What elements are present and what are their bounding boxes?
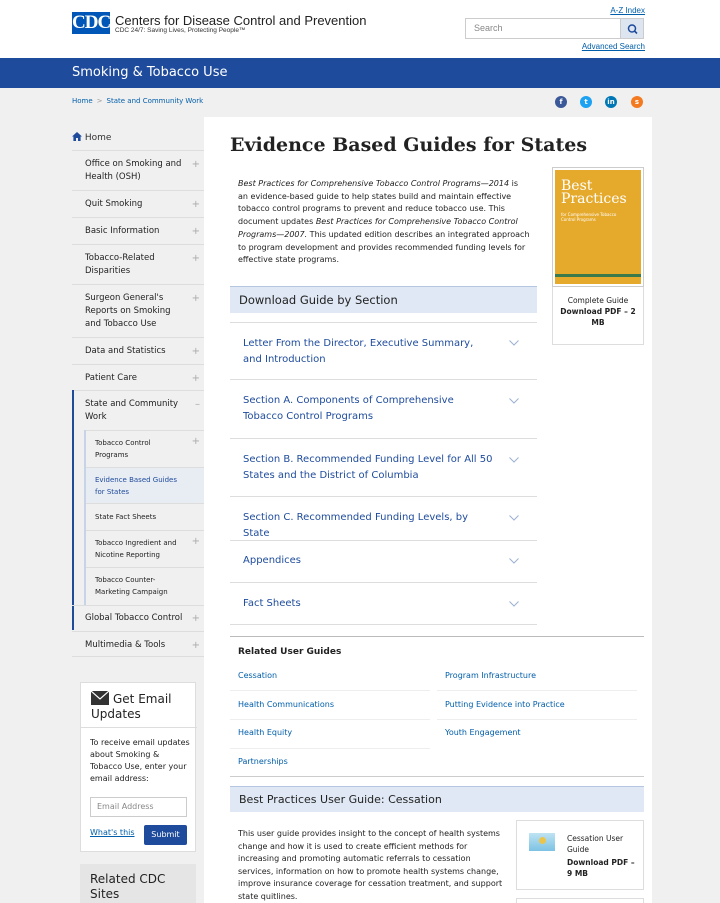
sidebar-item-osh[interactable] (72, 150, 204, 190)
sidebar-item-label: State and Community Work (85, 399, 179, 422)
sidebar-item-patient-care[interactable] (72, 364, 204, 390)
intro-paragraph (238, 178, 530, 267)
link-health-equity[interactable]: Health Equity (238, 728, 293, 737)
breadcrumb-home[interactable]: Home (72, 97, 93, 105)
link-partnerships[interactable]: Partnerships (238, 757, 288, 766)
divider (437, 690, 637, 691)
accordion-label: Section A. Components of Comprehensive Tobacco Control Programs (243, 395, 454, 422)
expand-icon[interactable]: + (191, 436, 200, 447)
sidebar-subitem-evidence-guides[interactable] (84, 467, 204, 503)
cover-title: Best Practices (561, 178, 627, 207)
sidebar-subitem-label: Tobacco Control Programs (95, 439, 151, 459)
expand-icon[interactable]: + (191, 253, 200, 264)
download-pdf-link[interactable]: Download PDF – 9 MB (567, 858, 635, 878)
cover-strip (555, 274, 641, 277)
site-title[interactable]: Smoking & Tobacco Use (72, 65, 228, 80)
chevron-down-icon (509, 340, 519, 346)
whats-this-link[interactable]: What's this (90, 828, 135, 837)
cessation-guide-card[interactable] (516, 820, 644, 890)
sidebar-item-surgeon-general[interactable] (72, 284, 204, 337)
az-index-link[interactable]: A-Z Index (610, 6, 645, 15)
accordion-fact-sheets[interactable] (230, 582, 537, 625)
collapse-icon[interactable]: – (195, 399, 200, 410)
cdc-logo[interactable]: CDC (72, 12, 111, 33)
sidebar-home-label: Home (84, 133, 112, 143)
search-button[interactable] (620, 18, 644, 39)
link-cessation[interactable]: Cessation (238, 671, 278, 680)
twitter-icon[interactable]: t (580, 96, 592, 108)
related-cdc-sites (80, 864, 196, 903)
email-box-title: Get Email Updates (91, 692, 172, 721)
cover-subtitle: for Comprehensive Tobacco Control Programs (561, 212, 617, 222)
link-program-infrastructure[interactable]: Program Infrastructure (445, 671, 537, 680)
syndicate-icon[interactable]: s (631, 96, 643, 108)
sidebar-item-multimedia[interactable] (72, 631, 204, 657)
advanced-search-link[interactable]: Advanced Search (581, 42, 645, 51)
email-field[interactable]: Email Address (90, 797, 187, 817)
tagline: CDC 24/7: Saving Lives, Protecting People™ (115, 27, 246, 34)
divider (230, 776, 644, 777)
intro-text-2: This updated edition describes an integrated approach to program development and provides recommended funding levels for effective state programs. (238, 229, 530, 265)
expand-icon[interactable]: + (191, 640, 200, 651)
sidebar-subitem-ingredient-reporting[interactable] (84, 530, 204, 567)
sidebar-item-label: Multimedia & Tools (85, 640, 166, 650)
sub-section-indicator (84, 430, 86, 605)
sidebar-item-label: Tobacco-Related Disparities (85, 253, 155, 276)
chevron-down-icon (509, 558, 519, 564)
divider (230, 719, 430, 720)
top-header (0, 0, 720, 58)
accordion-letter[interactable] (230, 322, 537, 379)
sidebar-item-quit-smoking[interactable] (72, 190, 204, 217)
intro-italic-title-2007: Best Practices for Comprehensive Tobacco Control Programs—2007. (238, 217, 518, 239)
expand-icon[interactable]: + (191, 226, 200, 237)
sidebar-subitem-label: Tobacco Counter-Marketing Campaign (95, 576, 168, 596)
chevron-down-icon (509, 457, 519, 463)
expand-icon[interactable]: + (191, 346, 200, 357)
sidebar-item-label: Surgeon General's Reports on Smoking and Tobacco Use (85, 293, 171, 329)
download-pdf-link[interactable]: Download PDF – 2 MB (560, 307, 636, 327)
facebook-icon[interactable]: f (555, 96, 567, 108)
sidebar-item-disparities[interactable] (72, 244, 204, 284)
search-input[interactable]: Search (465, 18, 620, 39)
org-name[interactable]: Centers for Disease Control and Prevention (115, 13, 367, 28)
accordion-label: Letter From the Director, Executive Summary, and Introduction (243, 338, 474, 365)
search-icon (621, 19, 645, 40)
sidebar-subitem-label: Evidence Based Guides for States (95, 476, 177, 496)
sidebar-subitem-label: State Fact Sheets (95, 513, 157, 521)
accordion-label: Section B. Recommended Funding Level for All 50 States and the District of Columbia (243, 454, 493, 481)
breadcrumb-state-community[interactable]: State and Community Work (106, 97, 204, 105)
accordion-appendices[interactable] (230, 540, 537, 582)
page-title: Evidence Based Guides for States (230, 134, 588, 156)
download-section-header: Download Guide by Section (230, 286, 537, 313)
intro-text: is an evidence-based guide to help states build and maintain effective tobacco control programs to prevent and reduce tobacco use. This document updates (238, 179, 518, 227)
bp-section-header: Best Practices User Guide: Cessation (230, 786, 644, 812)
link-youth-engagement[interactable]: Youth Engagement (445, 728, 521, 737)
next-guide-card[interactable] (516, 898, 644, 903)
guide-card-title: Cessation User Guide (567, 834, 624, 854)
sidebar-subitem-label: Tobacco Ingredient and Nicotine Reporting (95, 539, 177, 559)
sidebar-item-label: Office on Smoking and Health (OSH) (85, 159, 182, 182)
cover-caption-label: Complete Guide (567, 296, 629, 305)
site-title-bar (0, 58, 720, 88)
sidebar-item-label: Quit Smoking (85, 199, 143, 209)
accordion-section-a[interactable] (230, 379, 537, 438)
linkedin-icon[interactable]: in (605, 96, 617, 108)
submit-button[interactable]: Submit (144, 825, 187, 845)
related-guides-title: Related User Guides (238, 647, 342, 657)
home-icon (72, 132, 82, 141)
sidebar-subitem-counter-marketing[interactable] (84, 567, 204, 605)
expand-icon[interactable]: + (191, 613, 200, 624)
sidebar-item-global-tobacco[interactable] (72, 605, 204, 631)
link-health-communications[interactable]: Health Communications (238, 700, 335, 709)
divider (230, 748, 430, 749)
sidebar-item-state-community[interactable] (72, 390, 204, 430)
accordion-label: Appendices (243, 555, 302, 566)
breadcrumb-separator: > (96, 97, 103, 105)
expand-icon[interactable]: + (191, 293, 200, 304)
divider (81, 727, 197, 728)
accordion-label: Section C. Recommended Funding Levels, by State (243, 512, 469, 539)
sidebar-subitem-tobacco-control[interactable] (84, 430, 204, 467)
expand-icon[interactable]: + (191, 536, 200, 547)
chevron-down-icon (509, 515, 519, 521)
accordion-section-c[interactable] (230, 496, 537, 540)
chevron-down-icon (509, 398, 519, 404)
related-sites-title: Related CDC Sites (90, 872, 166, 901)
sidebar-item-label: Patient Care (85, 373, 137, 383)
sidebar-item-label: Data and Statistics (85, 346, 166, 356)
expand-icon[interactable]: + (191, 159, 200, 170)
guide-thumbnail (529, 833, 555, 851)
divider (230, 636, 644, 637)
expand-icon[interactable]: + (191, 199, 200, 210)
active-section-indicator (72, 390, 74, 630)
cover-caption (552, 287, 644, 345)
sidebar-item-label: Global Tobacco Control (85, 613, 183, 623)
accordion-label: Fact Sheets (243, 598, 301, 609)
envelope-icon (91, 691, 109, 705)
sidebar-item-basic-info[interactable] (72, 217, 204, 244)
link-putting-evidence[interactable]: Putting Evidence into Practice (445, 700, 565, 709)
expand-icon[interactable]: + (191, 373, 200, 384)
bp-description: This user guide provides insight to the concept of health systems change and how it is used to create efficient methods for increasing and promoting automatic referrals to cessation services, information on how to promote health systems change, improve insurance coverage for cessation treatment, and support state quitlines. (238, 829, 503, 901)
sidebar-item-label: Basic Information (85, 226, 160, 236)
guide-cover-image[interactable] (552, 167, 644, 287)
accordion-section-b[interactable] (230, 438, 537, 496)
sidebar-home[interactable] (72, 132, 111, 143)
sidebar-subitem-state-fact-sheets[interactable] (84, 503, 204, 530)
intro-italic-title: Best Practices for Comprehensive Tobacco Control Programs—2014 (238, 179, 510, 188)
sidebar-item-data-stats[interactable] (72, 337, 204, 364)
divider (437, 719, 637, 720)
chevron-down-icon (509, 601, 519, 607)
email-updates-box (80, 682, 196, 852)
email-box-text: To receive email updates about Smoking & Tobacco Use, enter your email address: (90, 738, 190, 783)
divider (230, 690, 430, 691)
